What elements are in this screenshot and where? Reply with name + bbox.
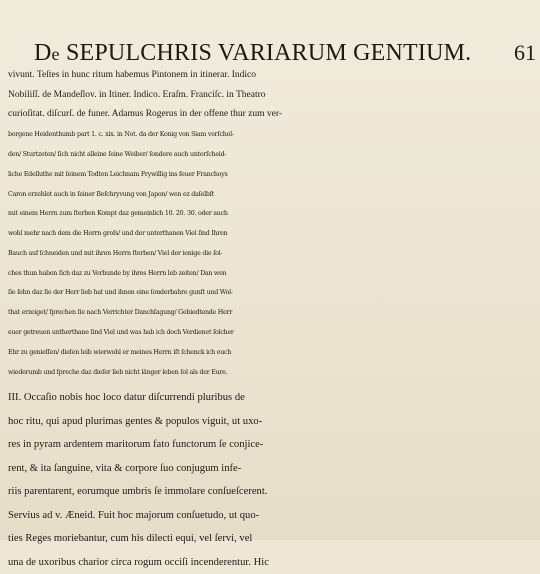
text-line: ſie ſehn daz ſie der Herr lieb hat und ihnen eine ſonderbahre gunſt und Wol- xyxy=(8,289,233,297)
title-main: SEPULCHRIS VARIARUM GENTIUM. xyxy=(65,40,472,66)
text-line: Ehr zu genieſſen/ dieſen leib wierwohl er meines Herrn iſt ſchenck ich euch xyxy=(8,348,232,356)
title-initial: D xyxy=(34,40,52,66)
text-line: ches thun haben ſich daz zu Verbunde by ihres Herrn leb zeiten/ Dan wen xyxy=(8,269,227,277)
text-line: III. Occaſio nobis hoc loco datur diſcurrendi pluribus de xyxy=(8,392,245,404)
running-title xyxy=(34,40,471,67)
text-line: hoc ritu, qui apud plurimas gentes & populos viguit, ut uxo- xyxy=(8,415,263,427)
text-line: res in pyram ardentem maritorum fato functorum ſe conjice- xyxy=(8,439,264,451)
text-line: wohl mehr nach dem die Herrn groſs/ und der unterthanen Viel ſind Ihren xyxy=(8,230,228,238)
title-rest: e xyxy=(51,44,60,64)
text-line: ties Reges moriebantur, cum his dilecti equi, vel ſervi, vel xyxy=(8,533,253,545)
text-line: Caron erzehlet auch in ſeiner Beſchryvung von Japon/ wen ez daſelbſt xyxy=(8,190,215,198)
text-line: mit einem Herrn zum ſterben Kompt daz gemeinlich 10. 20. 30. oder auch xyxy=(8,210,228,218)
text-line: that erzeiget/ ſprechen ſie nach Verrichter Danchſagung/ Gebiedtende Herr xyxy=(8,309,233,317)
text-line: curioſitat. diſcurſ. de funer. Adamus Rogerus in der offene thur zum ver- xyxy=(8,109,283,120)
text-line: borgene Heidenthumb part 1. c. xix. in Not. da der Konig von Siam verſchel- xyxy=(8,131,234,139)
text-line: rent, & ita ſanguine, vita & corpore ſuo conjugum infe- xyxy=(8,462,242,474)
text-line: euer getreuen untherthane ſind Viel und was hab ich doch Verdienet ſolcher xyxy=(8,329,234,337)
text-line: Bauch auf ſchneiden und mit ihren Herrn ſterben/ Viel der ienige die ſol- xyxy=(8,249,223,257)
page-body xyxy=(8,66,540,574)
text-line: una de uxoribus charior circa rogum occiſi incenderentur. Hic xyxy=(8,556,269,568)
page-number: 61 xyxy=(514,40,536,65)
text-line: Servius ad v. Æneid. Fuit hoc majorum conſuetudo, ut quo- xyxy=(8,509,260,521)
text-line: liche Edelluthe mit ſeinem Todten Leichnam Frywillig ins feuer Franchoys xyxy=(8,170,228,178)
text-line: wiederumb und ſpreche daz dieſer lieb nicht länger leben ſol als der Eure. xyxy=(8,368,228,376)
text-line: vivunt. Teſtes in hunc ritum habemus Pintonem in itinerar. Indico xyxy=(8,70,256,80)
text-line: riis parentarent, eorumque umbris ſe immolare conſueſcerent. xyxy=(8,486,268,498)
text-line: den/ Sturtzeten/ ſich nicht alleine ſeine Weiber/ ſondere auch unterſcheid- xyxy=(8,150,227,158)
text-line: Nobiliſſ. de Mandeſlov. in Itiner. Indico. Eraſm. Franciſc. in Theatro xyxy=(8,89,266,100)
